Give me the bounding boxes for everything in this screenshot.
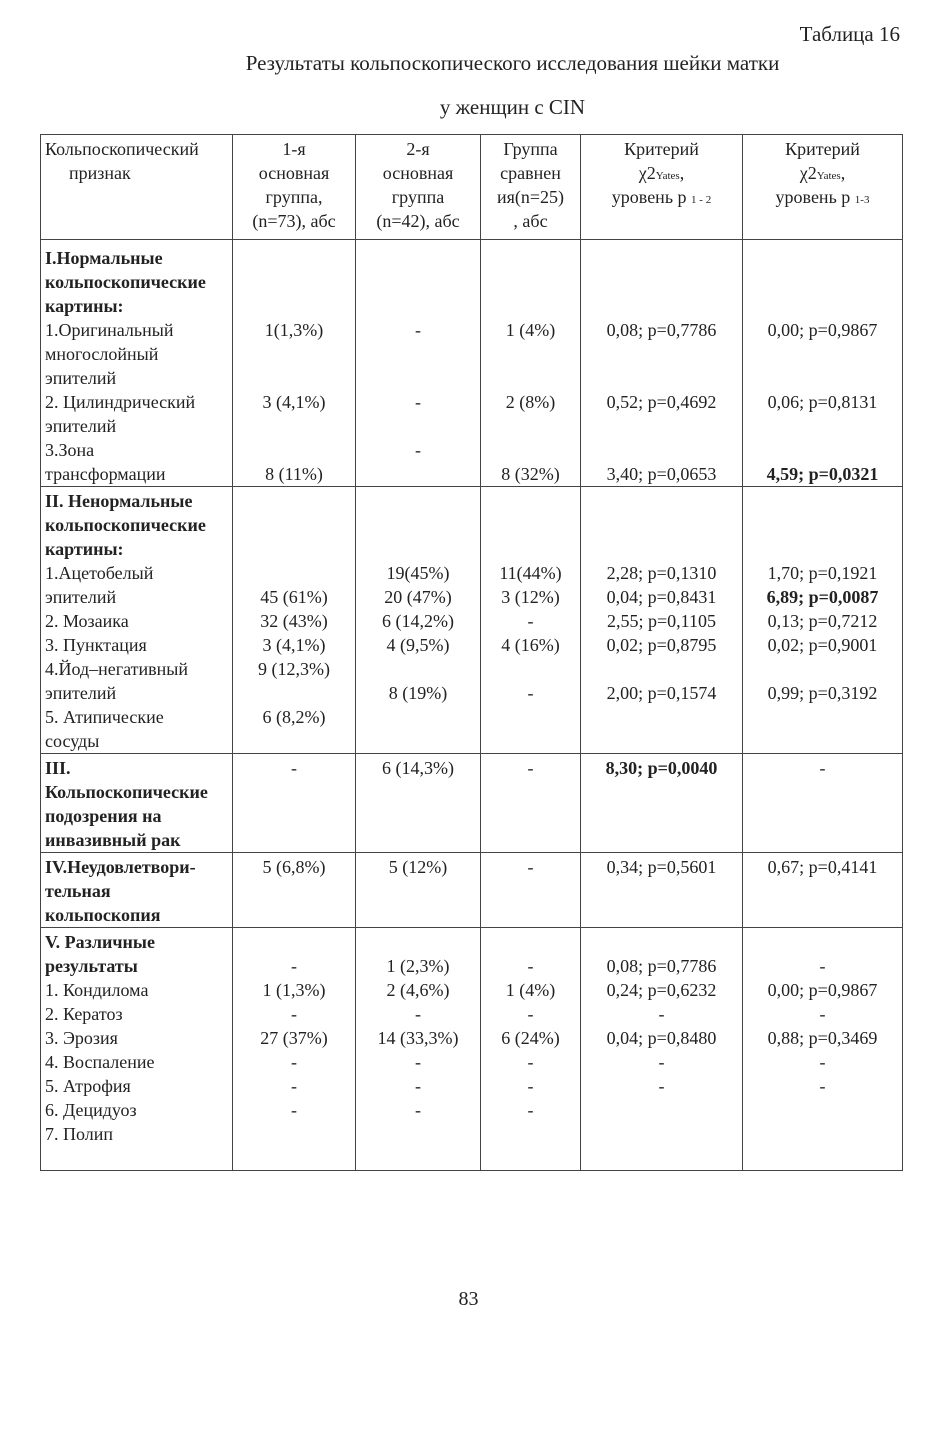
value-line: 6 (14,2%) [382,611,454,631]
header-comparison-l3: ия(n=25) [496,187,565,207]
value-line: 2,28; р=0,1310 [606,563,717,583]
section-heading-line: I.Нормальные [45,248,163,268]
value-line: 0,08; р=0,7786 [606,320,717,340]
cell-feature [41,754,233,853]
value-line: - [527,611,534,631]
section-row [41,853,903,928]
value-line [237,270,351,294]
results-table [40,134,903,1171]
section-heading-line: II. Ненормальные [45,491,193,511]
header-group1-l2: основная [258,163,330,183]
value-line [237,828,351,852]
value-line [747,414,898,438]
value-line: - [819,1052,826,1072]
value-line: - [819,1076,826,1096]
value-line: 0,02; р=0,8795 [606,635,717,655]
value-line [237,246,351,270]
value-line [747,657,898,681]
feature-label: эпителий [45,683,117,703]
yates-label: Yates [655,170,680,182]
header-criterion12-chi [585,161,738,185]
feature-label: 5. Атрофия [45,1076,131,1096]
value-line: - [527,1004,534,1024]
value-line [237,681,351,705]
feature-label: эпителий [45,416,117,436]
header-group1-l1: 1-я [282,139,306,159]
value-line [485,705,576,729]
cell-group2 [356,487,481,754]
value-line [237,438,351,462]
value-line [237,342,351,366]
value-line: - [658,1052,665,1072]
feature-label: 3. Пунктация [45,635,147,655]
value-line: - [527,1076,534,1096]
value-line [747,489,898,513]
value-line [237,879,351,903]
feature-label: 1.Оригинальный [45,320,174,340]
cell-criterion-1-3 [743,853,903,928]
value-line [485,780,576,804]
value-line: 0,02; р=0,9001 [767,635,878,655]
value-line [485,414,576,438]
value-line [485,879,576,903]
value-line [237,513,351,537]
value-line [237,489,351,513]
feature-label: 2. Цилиндрический [45,392,196,412]
value-line: 20 (47%) [384,587,452,607]
value-line: 6 (8,2%) [262,707,326,727]
cell-group2 [356,754,481,853]
value-line: 0,08; р=0,7786 [606,956,717,976]
value-line [585,246,738,270]
header-criterion-1-3 [743,135,903,240]
header-group2-l1: 2-я [406,139,430,159]
value-line: 2 (4,6%) [386,980,450,1000]
cell-comparison [481,853,581,928]
value-line [585,879,738,903]
value-line: 5 (12%) [388,857,448,877]
value-line: 0,06; р=0,8131 [767,392,878,412]
cell-group2 [356,240,481,487]
value-line [585,930,738,954]
value-line [585,804,738,828]
cell-criterion-1-2 [581,853,743,928]
value-line: 6 (24%) [501,1028,560,1048]
value-line [360,513,476,537]
chi-symbol: χ2 [799,163,817,183]
value-line: - [415,1052,421,1072]
header-criterion13-l1: Критерий [785,139,860,159]
cell-criterion-1-2 [581,487,743,754]
value-line: 0,00; р=0,9867 [767,980,878,1000]
value-line: - [527,683,534,703]
value-line: 0,04; р=0,8480 [606,1028,717,1048]
header-feature-l1: Кольпоскопический [45,139,199,159]
section-heading-line: кольпоскопические [45,515,206,535]
value-line: 0,52; р=0,4692 [606,392,717,412]
value-line: - [527,956,534,976]
value-line [747,1122,898,1146]
section-heading-line: результаты [45,956,138,976]
section-heading-line: кольпоскопия [45,905,161,925]
value-line: - [291,1052,297,1072]
value-line [585,903,738,927]
section-heading-line: IV.Неудовлетвори- [45,857,196,877]
header-feature [41,135,233,240]
value-line [747,366,898,390]
header-comparison-l4: , абс [513,211,548,231]
section-heading-line: подозрения на [45,806,162,826]
value-line: 5 (6,8%) [262,857,326,877]
section-row [41,754,903,853]
value-line: 3,40; р=0,0653 [606,464,717,484]
cell-comparison [481,928,581,1171]
value-line [237,930,351,954]
value-line [585,438,738,462]
value-line: 8 (11%) [265,464,323,484]
section-row [41,487,903,754]
cell-feature [41,487,233,754]
value-line [485,537,576,561]
value-line [747,903,898,927]
comma: , [679,163,685,183]
value-line: 8 (19%) [388,683,448,703]
feature-label: трансформации [45,464,166,484]
value-line [747,342,898,366]
value-line [360,780,476,804]
feature-label: 1. Кондилома [45,980,149,1000]
value-line [747,294,898,318]
value-line [747,804,898,828]
value-line: - [291,1076,297,1096]
value-line [747,705,898,729]
value-line [360,294,476,318]
section-heading-line: Кольпоскопические [45,782,208,802]
value-line [747,930,898,954]
value-line: - [527,1100,534,1120]
header-group2 [356,135,481,240]
header-row [41,135,903,240]
feature-label: 6. Децидуоз [45,1100,137,1120]
value-line [360,414,476,438]
value-line [360,804,476,828]
table-subtitle: у женщин с CIN [439,95,586,119]
comma: , [840,163,846,183]
level-label: уровень р [611,187,687,207]
value-line: 27 (37%) [260,1028,328,1048]
value-line: 3 (4,1%) [262,635,326,655]
header-group1-l4: (n=73), абс [252,211,336,231]
header-group1-l3: группа, [265,187,323,207]
cell-group2 [356,928,481,1171]
value-line [747,513,898,537]
value-line [585,780,738,804]
section-row [41,240,903,487]
feature-label: 1.Ацетобелый [45,563,154,583]
value-line [485,366,576,390]
cell-group1 [233,754,356,853]
value-line: 4 (16%) [501,635,560,655]
value-line: 8 (32%) [501,464,560,484]
section-heading-line: инвазивный рак [45,830,181,850]
header-comparison-l1: Группа [503,139,558,159]
value-line: - [658,1004,665,1024]
value-line [360,729,476,753]
value-line [360,489,476,513]
header-criterion13-l3 [747,185,898,209]
value-line: - [527,1052,534,1072]
value-line: 1 (4%) [505,980,556,1000]
value-line: 4,59; р=0,0321 [766,464,879,484]
value-line: 8,30; р=0,0040 [605,758,718,778]
value-line: 2,55; р=0,1105 [607,611,716,631]
feature-label: 2. Кератоз [45,1004,123,1024]
value-line [360,879,476,903]
value-line: - [291,956,297,976]
value-line: 11(44%) [499,563,562,583]
value-line [485,930,576,954]
value-line: - [819,758,826,778]
value-line: 0,67; р=0,4141 [767,857,878,877]
value-line: 2 (8%) [505,392,556,412]
value-line: - [415,440,421,460]
feature-label: 4. Воспаление [45,1052,155,1072]
value-line [585,828,738,852]
section-heading-line: тельная [45,881,111,901]
cell-group1 [233,487,356,754]
value-line [485,513,576,537]
value-line: 9 (12,3%) [258,659,330,679]
feature-label: 7. Полип [45,1124,114,1144]
value-line [237,414,351,438]
value-line [747,729,898,753]
value-line [360,1122,476,1146]
value-line [585,657,738,681]
cell-group2 [356,853,481,928]
value-line: 1,70; р=0,1921 [767,563,878,583]
value-line [585,489,738,513]
cell-criterion-1-3 [743,487,903,754]
value-line: - [415,1100,421,1120]
header-criterion-1-2 [581,135,743,240]
value-line [485,294,576,318]
header-group2-l4: (n=42), абс [376,211,460,231]
value-line [360,270,476,294]
value-line [485,828,576,852]
section-row [41,928,903,1171]
value-line [360,246,476,270]
header-group2-l2: основная [382,163,454,183]
value-line [585,294,738,318]
value-line [585,513,738,537]
value-line [485,1122,576,1146]
value-line [485,438,576,462]
value-line [585,1122,738,1146]
cell-criterion-1-2 [581,928,743,1171]
table-number: Таблица 16 [799,22,900,46]
header-group2-l3: группа [391,187,445,207]
value-line [585,342,738,366]
value-line [360,930,476,954]
feature-label: эпителий [45,368,117,388]
header-criterion12-l3 [585,185,738,209]
value-line: - [415,320,421,340]
chi-symbol: χ2 [638,163,656,183]
value-line: 6,89; р=0,0087 [766,587,879,607]
value-line [747,438,898,462]
value-line: 1 (2,3%) [386,956,450,976]
level-subscript: 1-3 [854,194,870,206]
table-title: Результаты кольпоскопического исследования шейки матки [245,51,780,75]
feature-label: 2. Мозаика [45,611,129,631]
cell-comparison [481,754,581,853]
value-line [747,270,898,294]
value-line: 32 (43%) [260,611,328,631]
value-line [485,903,576,927]
cell-feature [41,928,233,1171]
value-line [237,729,351,753]
value-line [585,366,738,390]
cell-criterion-1-2 [581,240,743,487]
value-line [485,657,576,681]
value-line [585,270,738,294]
header-group1 [233,135,356,240]
cell-group1 [233,853,356,928]
cell-comparison [481,240,581,487]
value-line [485,270,576,294]
feature-label: многослойный [45,344,159,364]
value-line: - [415,1004,421,1024]
value-line: - [415,1076,421,1096]
value-line [237,804,351,828]
value-line [360,903,476,927]
value-line [237,294,351,318]
feature-label: сосуды [45,731,100,751]
value-line: 19(45%) [386,563,450,583]
value-line [485,342,576,366]
value-line: 1 (4%) [505,320,556,340]
feature-label: 4.Йод–негативный [45,659,189,679]
level-label: уровень р [775,187,851,207]
value-line [360,828,476,852]
value-line [237,366,351,390]
level-subscript: 1 - 2 [691,194,712,206]
value-line: 0,88; р=0,3469 [767,1028,878,1048]
section-heading-line: картины: [45,539,124,559]
value-line [585,414,738,438]
value-line: - [291,758,297,778]
value-line [360,342,476,366]
section-heading-line: картины: [45,296,124,316]
value-line [237,903,351,927]
cell-group1 [233,928,356,1171]
value-line: 1 (1,3%) [262,980,326,1000]
value-line: - [819,956,826,976]
value-line: - [527,857,534,877]
value-line [237,537,351,561]
value-line [747,780,898,804]
value-line: 1(1,3%) [264,320,324,340]
value-line [360,657,476,681]
value-line: 2,00; р=0,1574 [606,683,717,703]
value-line: 3 (12%) [501,587,560,607]
value-line: - [819,1004,826,1024]
value-line: 0,04; р=0,8431 [606,587,717,607]
value-line [585,1098,738,1122]
value-line: 0,00; р=0,9867 [767,320,878,340]
cell-group1 [233,240,356,487]
value-line: 0,24; р=0,6232 [606,980,717,1000]
feature-label: 3.Зона [45,440,95,460]
value-line [485,729,576,753]
cell-criterion-1-2 [581,754,743,853]
value-line: 3 (4,1%) [262,392,326,412]
cell-criterion-1-3 [743,754,903,853]
value-line [585,537,738,561]
cell-comparison [481,487,581,754]
value-line: 4 (9,5%) [386,635,450,655]
section-heading-line: III. [45,758,71,778]
value-line: - [291,1004,297,1024]
header-comparison-group [481,135,581,240]
header-feature-l2: признак [69,163,131,183]
value-line [585,729,738,753]
value-line [237,561,351,585]
value-line: 0,99; р=0,3192 [767,683,878,703]
value-line: 0,34; р=0,5601 [606,857,717,877]
page-number: 83 [458,1288,479,1310]
value-line [747,828,898,852]
value-line [485,804,576,828]
yates-label: Yates [816,170,841,182]
value-line [585,705,738,729]
value-line [360,537,476,561]
value-line [360,705,476,729]
section-heading-line: V. Различные [45,932,155,952]
value-line [360,366,476,390]
value-line: 45 (61%) [260,587,328,607]
value-line: - [658,1076,665,1096]
value-line: - [527,758,534,778]
value-line [747,879,898,903]
value-line [747,246,898,270]
feature-label: 3. Эрозия [45,1028,118,1048]
value-line [237,780,351,804]
value-line [485,489,576,513]
value-line [237,1122,351,1146]
value-line: - [415,392,421,412]
cell-feature [41,240,233,487]
cell-feature [41,853,233,928]
section-heading-line: кольпоскопические [45,272,206,292]
header-criterion12-l1: Критерий [624,139,699,159]
value-line: 0,13; р=0,7212 [767,611,878,631]
value-line [485,246,576,270]
header-criterion13-chi [747,161,898,185]
value-line [360,462,476,486]
value-line: - [291,1100,297,1120]
feature-label: 5. Атипические [45,707,164,727]
cell-criterion-1-3 [743,240,903,487]
value-line: 14 (33,3%) [377,1028,459,1048]
header-comparison-l2: сравнен [500,163,561,183]
value-line: 6 (14,3%) [382,758,454,778]
cell-criterion-1-3 [743,928,903,1171]
value-line [747,537,898,561]
value-line [747,1098,898,1122]
feature-label: эпителий [45,587,117,607]
